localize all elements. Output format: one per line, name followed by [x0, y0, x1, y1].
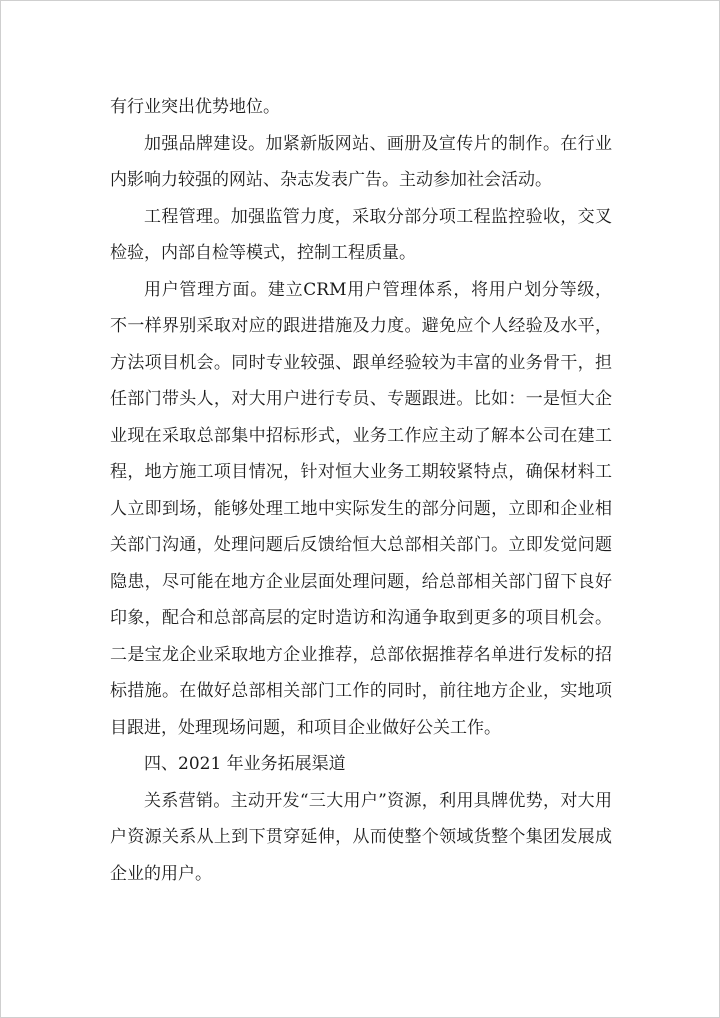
section-heading-business-channels: 四、2021 年业务拓展渠道: [144, 754, 346, 774]
paragraph-user-management: 用户管理方面。建立CRM用户管理体系，将用户划分等级，不一样界别采取对应的跟进措施及力度。避免应个人经验及水平，方法项目机会。同时专业较强、跟单经验较为丰富的业务骨干，担任部门带头人，对大用户进行专员、专题跟进。比如：一是恒大企业现在采取总部集中招标形式，业务工作应主动了解本公司在建工程，地方施工项目情况，针对恒大业务工期较紧特点，确保材料工人立即到场，能够处理工地中实际发生的部分问题，立即和企业相关部门沟通，处理问题后反馈给恒大总部相关部门。立即发觉问题隐患，尽可能在地方企业层面处理问题，给总部相关部门留下良好印象，配合和总部高层的定时造访和沟通争取到更多的项目机会。二是宝龙企业采取地方企业推荐，总部依据推荐名单进行发标的招标措施。在做好总部相关部门工作的同时，前往地方企业，实地项目跟进，处理现场问题，和项目企业做好公关工作。: [110, 279, 612, 738]
paragraph-brand-building: 加强品牌建设。加紧新版网站、画册及宣传片的制作。在行业内影响力较强的网站、杂志发表广告。主动参加社会活动。: [110, 133, 612, 190]
paragraph-1: 有行业突出优势地位。: [110, 97, 280, 117]
paragraph-engineering-management: 工程管理。加强监管力度，采取分部分项工程监控验收，交叉检验，内部自检等模式，控制工程质量。: [110, 206, 612, 263]
document-body: [110, 89, 612, 892]
paragraph-relationship-marketing: 关系营销。主动开发“三大用户”资源，利用具牌优势，对大用户资源关系从上到下贯穿延伸，从而使整个领域货整个集团发展成企业的用户。: [110, 790, 612, 884]
